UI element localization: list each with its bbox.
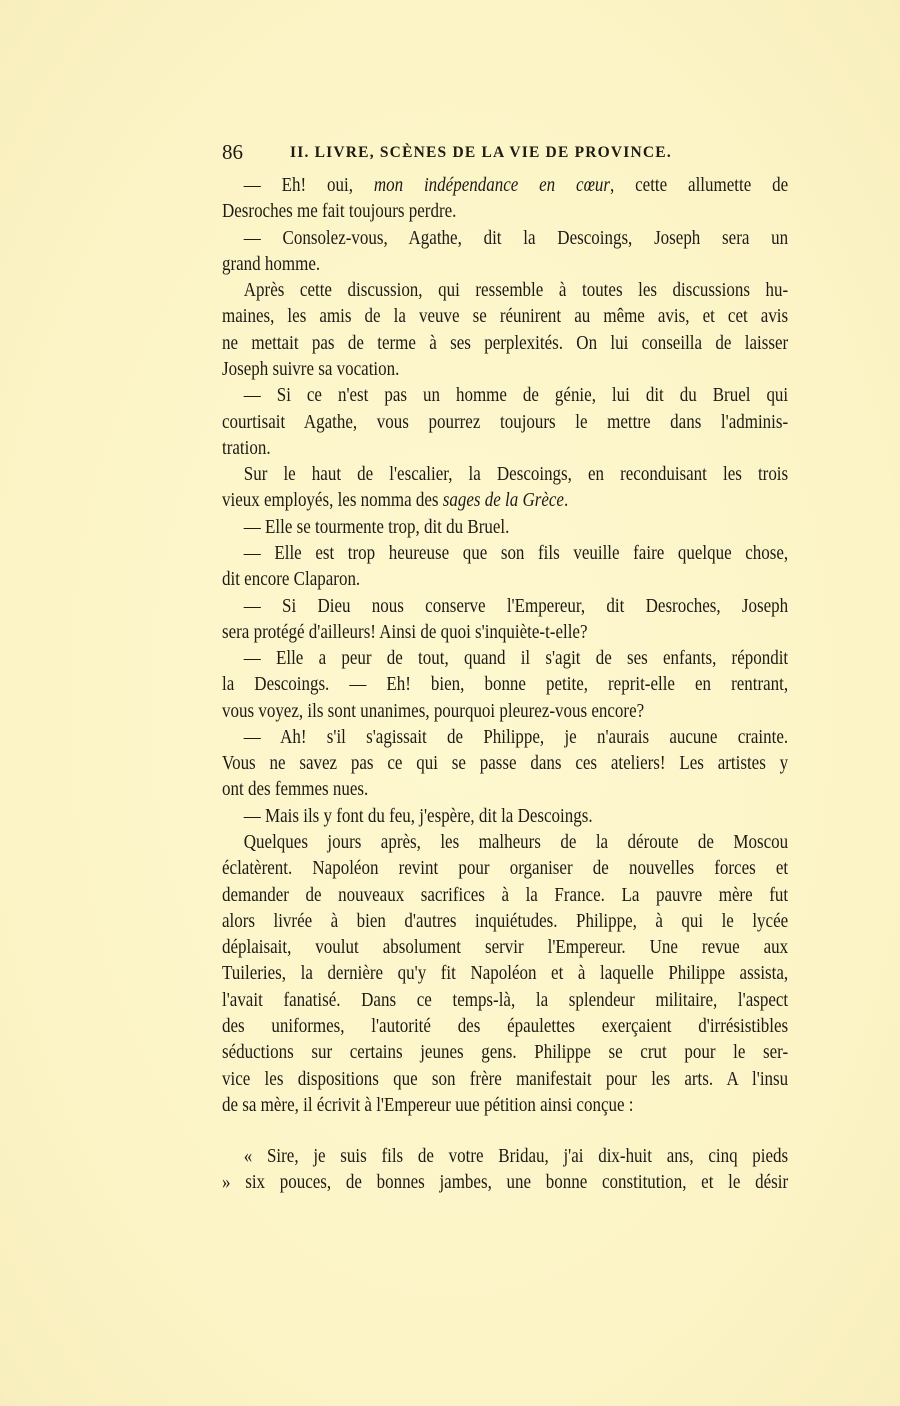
paragraph [222, 830, 788, 1119]
text-line: Tuileries, la dernière qu'y fit Napoléon et à laquelle Philippe assista, [222, 963, 789, 985]
text-line: — Ah! s'il s'agissait de Philippe, je n'aurais aucune crainte. [243, 726, 789, 748]
text-line: demander de nouveaux sacrifices à la France. La pauvre mère fut [222, 884, 789, 906]
text-line: — Elle se tourmente trop, dit du Bruel. [243, 516, 510, 538]
paragraph [222, 646, 788, 725]
text-line: tration. [222, 437, 271, 459]
text-line: — Elle a peur de tout, quand il s'agit de ses enfants, répondit [243, 648, 789, 670]
text-line: ne mettait pas de terme à ses perplexités. On lui conseilla de laisser [222, 332, 789, 354]
text-line: « Sire, je suis fils de votre Bridau, j'ai dix-huit ans, cinq pieds [243, 1145, 789, 1167]
text-line [222, 488, 788, 514]
text-line [222, 173, 788, 199]
text-line: de sa mère, il écrivit à l'Empereur uue pétition ainsi conçue : [222, 1094, 634, 1116]
text-line: Desroches me fait toujours perdre. [222, 201, 457, 223]
text-line: l'avait fanatisé. Dans ce temps-là, la splendeur militaire, l'aspect [222, 989, 789, 1011]
page-number: 86 [222, 140, 243, 164]
text-line: maines, les amis de la veuve se réunirent au même avis, et cet avis [222, 306, 789, 328]
text-line: Joseph suivre sa vocation. [222, 358, 400, 380]
text-line: vous voyez, ils sont unanimes, pourquoi pleurez-vous encore? [222, 700, 645, 722]
paragraph [222, 278, 788, 383]
italic-phrase: mon indépendance en cœur [373, 175, 611, 196]
text-line: dit encore Claparon. [222, 569, 361, 591]
text-segment: vieux employés, les nomma des [222, 490, 443, 512]
paragraph-gap [222, 1119, 788, 1144]
text-line: ont des femmes nues. [222, 779, 369, 801]
paragraph [222, 804, 788, 830]
text-line: — Elle est trop heureuse que son fils veuille faire quelque chose, [243, 542, 789, 564]
text-line: — Consolez-vous, Agathe, dit la Descoings, Joseph sera un [243, 227, 789, 249]
text-line: des uniformes, l'autorité des épaulettes exerçaient d'irrésistibles [222, 1016, 789, 1037]
text-line: séductions sur certains jeunes gens. Philippe se crut pour le ser- [222, 1042, 789, 1064]
paragraph [222, 226, 788, 279]
text-line: grand homme. [222, 253, 321, 275]
text-line: déplaisait, voulut absolument servir l'Empereur. Une revue aux [222, 937, 789, 959]
running-title: II. LIVRE, SCÈNES DE LA VIE DE PROVINCE. [290, 144, 672, 161]
text-line: éclatèrent. Napoléon revint pour organiser de nouvelles forces et [222, 858, 789, 880]
text-line: — Mais ils y font du feu, j'espère, dit la Descoings. [243, 805, 593, 827]
text-line: alors livrée à bien d'autres inquiétudes. Philippe, à qui le lycée [222, 910, 789, 932]
italic-phrase: sages de la Grèce [442, 490, 564, 512]
paragraph [222, 383, 788, 462]
paragraph [222, 1144, 788, 1197]
text-line: la Descoings. — Eh! bien, bonne petite, reprit-elle en rentrant, [222, 674, 789, 696]
text-line: vice les dispositions que son frère manifestait pour les arts. A l'insu [222, 1068, 789, 1090]
text-line: — Si ce n'est pas un homme de génie, lui dit du Bruel qui [243, 385, 789, 407]
paragraph [222, 173, 788, 226]
text-segment: , cette allumette de [610, 175, 789, 196]
paragraph [222, 725, 788, 804]
page-body-text [222, 173, 788, 1196]
text-segment: — Eh! oui, [243, 175, 374, 196]
text-line: Sur le haut de l'escalier, la Descoings, en reconduisant les trois [243, 464, 789, 486]
paragraph [222, 541, 788, 594]
text-line: Vous ne savez pas ce qui se passe dans ces ateliers! Les artistes y [222, 753, 789, 775]
text-line: sera protégé d'ailleurs! Ainsi de quoi s'inquiète-t-elle? [222, 621, 588, 643]
paragraph [222, 594, 788, 647]
text-segment: . [563, 490, 569, 512]
paragraph [222, 462, 788, 515]
text-line: Quelques jours après, les malheurs de la déroute de Moscou [243, 832, 789, 854]
text-line: — Si Dieu nous conserve l'Empereur, dit Desroches, Joseph [243, 595, 789, 617]
page-header [222, 139, 788, 165]
paragraph [222, 515, 788, 541]
text-line: courtisait Agathe, vous pourrez toujours le mettre dans l'adminis- [222, 411, 789, 433]
text-line: Après cette discussion, qui ressemble à toutes les discussions hu- [243, 280, 789, 302]
text-line: » six pouces, de bonnes jambes, une bonne constitution, et le désir [222, 1172, 789, 1194]
